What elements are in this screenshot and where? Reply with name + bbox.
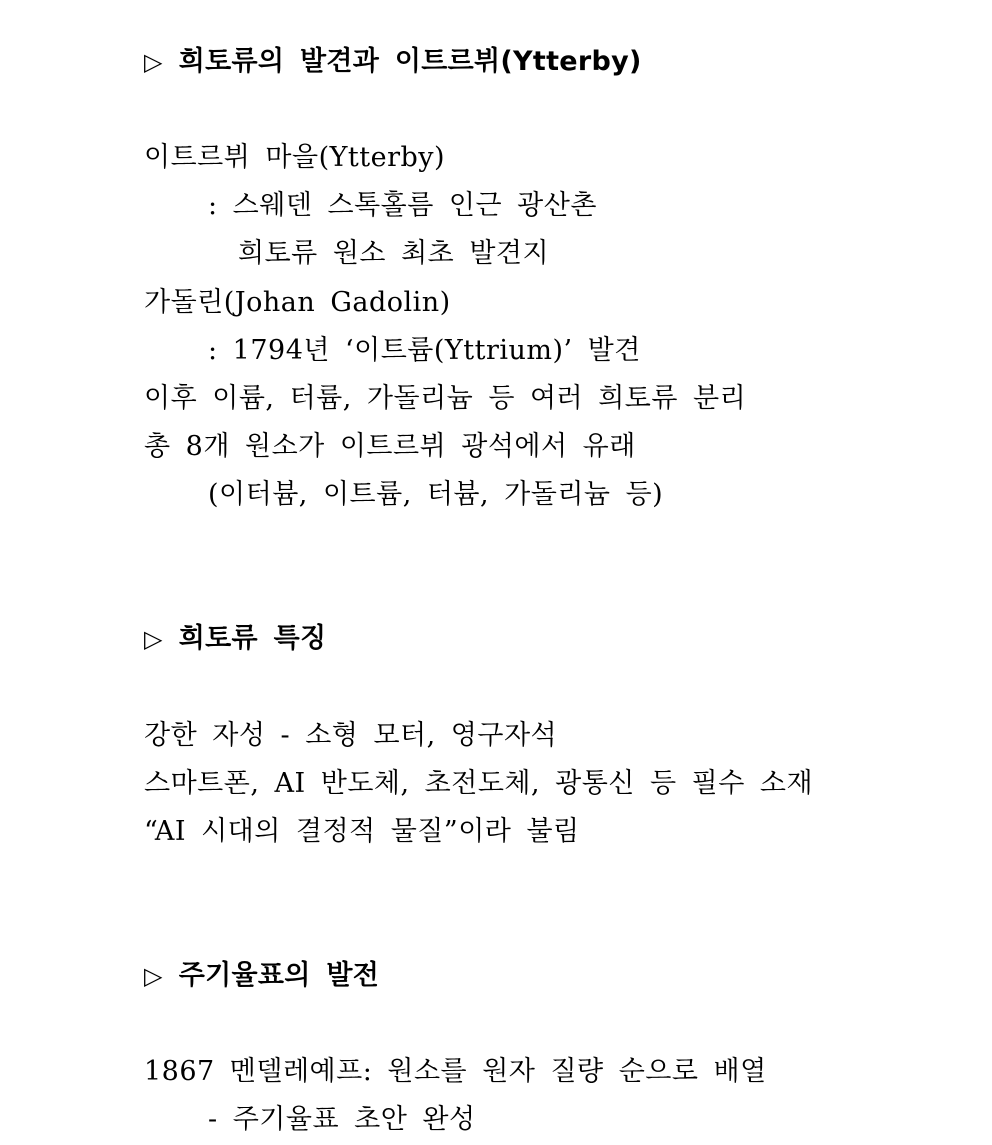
- triangle-bullet-icon: ▷: [144, 625, 163, 653]
- body-line-indented: - 주기율표 초안 완성: [208, 1104, 476, 1135]
- body-line-indented: 희토류 원소 최초 발견지: [238, 238, 550, 269]
- section-heading-text: 희토류의 발견과 이트르뷔(Ytterby): [178, 46, 642, 77]
- section-heading-text: 주기율표의 발전: [178, 960, 380, 991]
- body-line: 1867 멘델레예프: 원소를 원자 질량 순으로 배열: [144, 1056, 767, 1087]
- body-line: 스마트폰, AI 반도체, 초전도체, 광통신 등 필수 소재: [144, 768, 814, 799]
- body-line: 이후 이륨, 터륨, 가돌리늄 등 여러 희토류 분리: [144, 383, 747, 414]
- triangle-bullet-icon: ▷: [144, 962, 163, 990]
- triangle-bullet-icon: ▷: [144, 48, 163, 76]
- body-line-indented: (이터븀, 이트륨, 터븀, 가돌리늄 등): [208, 479, 664, 510]
- section-heading-ytterby: [144, 45, 642, 79]
- body-line: 총 8개 원소가 이트르뷔 광석에서 유래: [144, 431, 636, 462]
- section-heading-periodic-table: [144, 959, 379, 993]
- body-line: “AI 시대의 결정적 물질”이라 불림: [144, 816, 580, 847]
- body-line: 가돌린(Johan Gadolin): [144, 287, 451, 318]
- body-line: 강한 자성 - 소형 모터, 영구자석: [144, 720, 558, 751]
- section-heading-text: 희토류 특징: [178, 623, 327, 654]
- section-heading-features: [144, 622, 326, 656]
- body-line: 이트르뷔 마을(Ytterby): [144, 142, 446, 173]
- body-line-indented: : 스웨덴 스톡홀름 인근 광산촌: [208, 190, 597, 221]
- body-line-indented: : 1794년 ‘이트륨(Yttrium)’ 발견: [208, 335, 641, 366]
